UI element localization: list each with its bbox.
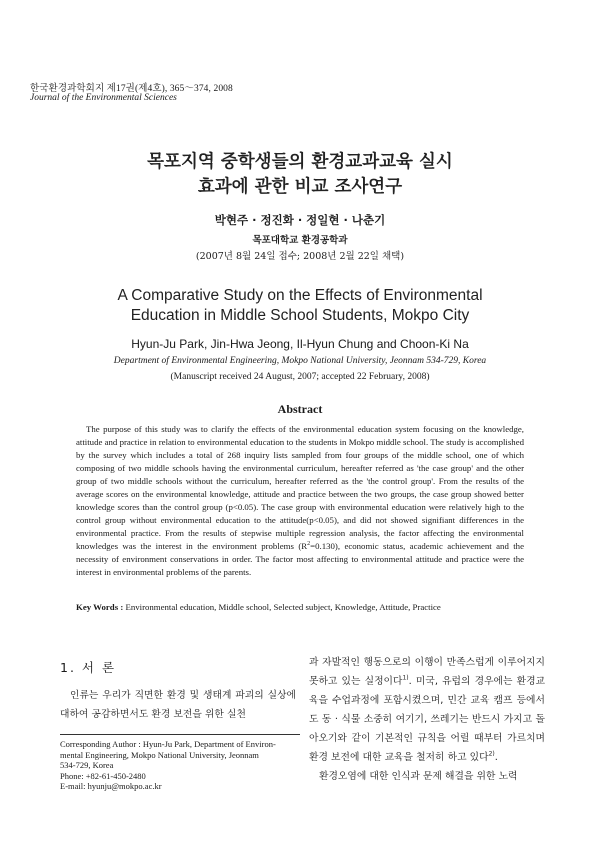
- english-title-line2: Education in Middle School Students, Mokpo City: [130, 307, 470, 324]
- footnote-line1: Corresponding Author : Hyun-Ju Park, Department of Environ-: [60, 739, 276, 749]
- reference-2: 2): [488, 750, 495, 758]
- footnote-divider: [60, 734, 300, 735]
- abstract-superscript: 2: [307, 541, 311, 548]
- corresponding-author-footnote: [60, 739, 300, 792]
- english-authors: Hyun-Ju Park, Jin-Hwa Jeong, Il-Hyun Chung and Choon-Ki Na: [131, 337, 469, 351]
- right-p1-part2: . 미국, 유럽의 경우에는 환경교육을 수업과정에 포함시켰으며, 민간 교육 캠프 등에서도 동 · 식물 소중히 여기기, 쓰레기는 반드시 가지고 돌아오기와 같이 기본적인 규칙을 어릴 때부터 가르치며 환경 보전에 대한 교육을 철저히 하고 있다: [309, 676, 545, 763]
- abstract-body: [76, 423, 524, 579]
- reference-1: 1): [402, 674, 409, 682]
- english-dates: (Manuscript received 24 August, 2007; accepted 22 February, 2008): [170, 372, 430, 382]
- abstract-text-part1: The purpose of this study was to clarify the effects of the environmental education system focusing on the knowledge, attitude and practice in relation to environmental education to the students in Mokpo middle school. The study is accomplished by the survey which includes a total of 268 inquiry lists sampled from four groups of the middle school, one of which composing of two middle schools having the environmental curriculum, hereafter referred as 'the case group' and the other group of two middle schools without the curriculum, hereafter referred as the 'the control group'. From the results of the average scores on the environmental knowledge, attitude and practice between the two groups, the case group showed better knowledge scores than the control group (p<0.05). The case group with environmental education were relatively high to the control group without environmental education to the attitude(p<0.05), and did not showed signifiant differences in the environmental practice. From the results of stepwise multiple regression analysis, the factor affecting the environmental knowledges was the interest in the environment problems (R: [76, 424, 524, 551]
- journal-header-english: Journal of the Environmental Sciences: [30, 93, 177, 103]
- right-column: [309, 653, 545, 786]
- footnote-line3: 534-729, Korea: [60, 760, 114, 770]
- korean-dates: (2007년 8월 24일 접수; 2008년 2월 22일 채택): [195, 251, 405, 262]
- right-column-paragraph1: [309, 653, 545, 767]
- keywords-text: Environmental education, Middle school, Selected subject, Knowledge, Attitude, Practice: [123, 602, 441, 612]
- korean-title-line2: 효과에 관한 비교 조사연구: [197, 177, 403, 197]
- keywords: [76, 602, 546, 612]
- right-column-paragraph2: 환경오염에 대한 인식과 문제 해결을 위한 노력: [319, 771, 518, 782]
- left-column-text: 인류는 우리가 직면한 환경 및 생태계 파괴의 실상에 대하여 공감하면서도 환경 보전을 위한 실천: [60, 690, 296, 720]
- footnote-line2: mental Engineering, Mokpo National University, Jeonnam: [60, 749, 259, 760]
- footnote-line4: Phone: +82-61-450-2480: [60, 770, 146, 781]
- right-p1-part1: 과 자발적인 행동으로의 이행이 만족스럽게 이루어지지 못하고 있는 실정이다: [309, 657, 545, 687]
- english-title-line1: A Comparative Study on the Effects of Environmental: [117, 287, 483, 304]
- right-p1-part3: .: [494, 752, 498, 763]
- korean-title-line1: 목포지역 중학생들의 환경교과교육 실시: [147, 152, 453, 172]
- korean-authors: 박현주 · 정진화 · 정일현 · 나춘기: [214, 213, 386, 227]
- english-affiliation: Department of Environmental Engineering, Mokpo National University, Jeonnam 534-729, Korea: [113, 356, 487, 366]
- abstract-text-part2: =0.130), economic status, academic achievement and the necessity of environment conservations in order. The factor most affecting to environmental attitude and practice were the interest in environmental problems of the parents.: [76, 541, 524, 577]
- journal-header-korean: 한국환경과학회지 제17권(제4호), 365～374, 2008: [30, 84, 233, 94]
- korean-affiliation: 목포대학교 환경공학과: [252, 235, 348, 246]
- section-heading-introduction: 1. 서 론: [60, 660, 117, 675]
- abstract-heading: Abstract: [277, 402, 323, 416]
- footnote-line5: E-mail: hyunju@mokpo.ac.kr: [60, 781, 162, 791]
- keywords-label: Key Words :: [76, 602, 124, 612]
